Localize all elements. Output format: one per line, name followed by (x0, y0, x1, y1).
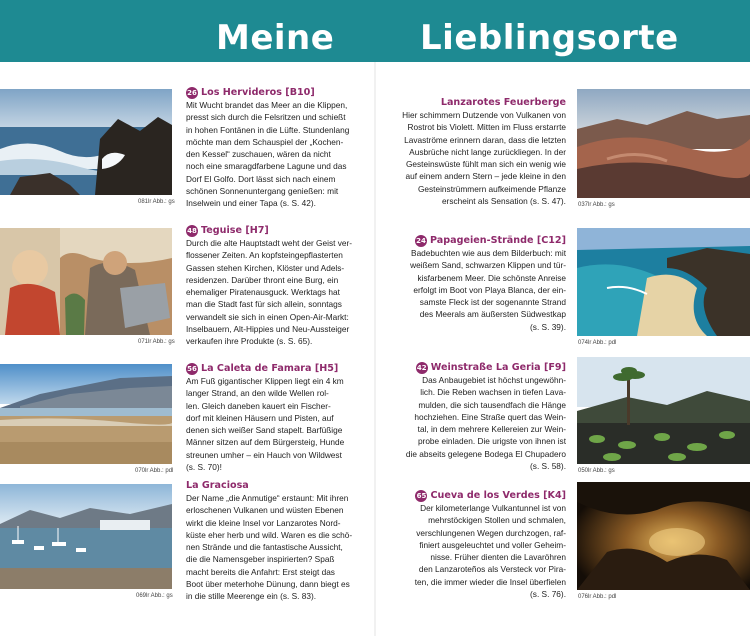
text-line: in hohen Fontänen in die Lüfte. Stundenlang (186, 124, 350, 135)
entry-text (186, 99, 354, 210)
text-line: langer Strand, an den wilde Wellen rol- (186, 388, 329, 399)
map-number-badge: 65 (416, 492, 427, 500)
text-line: Inselwein und einer Tapa (s. S. 42). (186, 198, 316, 209)
text-line: verwandelt sie sich in einen Open-Air-Markt: (186, 311, 349, 322)
entry-text (398, 109, 566, 207)
text-line: (s. S. 58). (530, 461, 566, 472)
map-number-badge: 48 (187, 227, 197, 235)
text-line: verkaufen ihre Produkte (s. S. 65). (186, 336, 313, 347)
text-line: Lavaströme erinnern daran, dass die letzten (404, 134, 566, 145)
photo-credit: 070lr Abb.: pdl (135, 468, 174, 474)
photo-teguise (0, 228, 172, 335)
text-line: Männer sitzen auf dem Bürgersteig, Hunde (186, 437, 345, 448)
text-line: (s. S. 39). (530, 321, 566, 332)
text-line: tal, in dem mehrere Kellereien zur Wein- (417, 424, 566, 435)
text-line: Hier schimmern Dutzende von Vulkanen von (402, 110, 566, 120)
text-line: noch eine smaragdfarbene Lagune und das (186, 161, 347, 172)
entry-text (186, 375, 354, 473)
map-number-badge: 24 (416, 237, 426, 245)
entry-text (186, 237, 354, 348)
photo-credit: 071lr Abb.: gs (138, 339, 175, 345)
entry-title: Cueva de los Verdes [K4] (430, 490, 566, 501)
entry-los-hervideros (186, 87, 354, 210)
photo-credit: 050lr Abb.: gs (578, 468, 615, 474)
text-line: Durch die alte Hauptstadt weht der Geist ver- (186, 238, 353, 248)
entry-heading (398, 97, 566, 109)
page-gutter (374, 62, 376, 636)
entry-la-graciosa (186, 480, 354, 603)
photo-credit: 037lr Abb.: gs (578, 202, 615, 208)
entry-title: Lanzarotes Feuerberge (440, 97, 566, 108)
text-line: den Kessel“ zuschauen, wären da nicht (186, 149, 331, 160)
text-line: probe einladen. Die urigste von ihnen ist (417, 436, 566, 447)
entry-heading (186, 480, 354, 492)
text-line: (s. S. 76). (530, 589, 566, 600)
photo-la-caleta-de-famara (0, 364, 172, 464)
header-title-word-1: Meine (216, 18, 335, 58)
entry-title: La Caleta de Famara [H5] (201, 363, 339, 374)
photo-la-graciosa (0, 484, 172, 589)
entry-text (398, 374, 566, 472)
entry-heading (186, 225, 354, 237)
text-line: weißem Sand, schwarzen Klippen und tür- (410, 260, 566, 271)
entry-weinstrasse-la-geria (398, 362, 566, 472)
text-line: Rostrot bis Violett. Mitten im Fluss erstarrte (407, 122, 566, 133)
text-line: Am Fuß gigantischer Klippen liegt ein 4 km (186, 376, 344, 386)
text-line: küste eher herb und wild. Waren es die schö- (186, 529, 353, 540)
text-line: schönen Sonnenuntergang genießen: mit (186, 186, 339, 197)
text-line: hochziehen. Eine Straße quert das Wein- (414, 411, 566, 422)
entry-text (186, 492, 354, 603)
text-line: Gesteinswüste fühlt man sich ein wenig wie (405, 159, 566, 170)
text-line: Gassen stehen Kirchen, Klöster und Adels- (186, 262, 345, 273)
entry-heading (186, 87, 354, 99)
text-line: finiert ausgeleuchtet und voller Geheim- (419, 539, 566, 550)
text-line: Boot über meterhohe Dünung, dann biegt es (186, 579, 350, 590)
text-line: lich. Die Reben wachsen in tiefen Lava- (420, 387, 566, 398)
entry-papageien-straende (398, 235, 566, 333)
entry-title: La Graciosa (186, 480, 249, 491)
entry-heading (398, 490, 566, 502)
text-line: flossener Zeiten. An kopfsteingepflasterten (186, 250, 343, 261)
text-line: ehemaliger Piratenausguck. Werktags hat (186, 287, 340, 298)
photo-credit: 076lr Abb.: pdl (578, 594, 617, 600)
map-number-badge: 56 (187, 365, 197, 373)
text-line: mehrstöckigen Stollen und schmalen, (428, 515, 566, 526)
entry-la-caleta-de-famara (186, 363, 354, 473)
photo-lanzarotes-feuerberge (577, 89, 750, 198)
text-line: presst sich durch die Felsritzen und schießt (186, 112, 346, 123)
text-line: denen sich weißer Sand stapelt. Barfüßige (186, 425, 343, 436)
entry-teguise (186, 225, 354, 348)
photo-credit: 069lr Abb.: gs (136, 593, 173, 599)
text-line: Badebuchten wie aus dem Bilderbuch: mit (411, 248, 566, 258)
photo-papageien-straende (577, 228, 750, 336)
text-line: verschlungenen Wegen durchzogen, raf- (416, 527, 566, 538)
entry-heading (398, 362, 566, 374)
text-line: die abseits gelegene Bodega El Chupadero (405, 448, 566, 459)
text-line: len. Gleich daneben kauert ein Fischer- (186, 400, 331, 411)
text-line: Gesteinstrümmern aufkeimende Pflanze (417, 183, 566, 194)
photo-credit: 074lr Abb.: pdl (578, 340, 617, 346)
entry-text (398, 502, 566, 600)
entry-text (398, 247, 566, 333)
text-line: macht bereits die Anfahrt: Erst steigt das (186, 566, 335, 577)
text-line: nisse. Früher dienten die Lavaröhren (430, 552, 566, 563)
text-line: streunen umher – ein Hauch von Wildwest (186, 449, 342, 460)
text-line: dorf mit kleinen Häusern und Pisten, auf (186, 412, 334, 423)
photo-credit: 081lr Abb.: gs (138, 199, 175, 205)
entry-title: Teguise [H7] (201, 225, 269, 236)
text-line: auf einem andern Stern – jede kleine in den (405, 171, 566, 182)
text-line: die die Namensgeber inspirierten? Spaß (186, 554, 335, 565)
entry-cueva-de-los-verdes (398, 490, 566, 600)
text-line: Mit Wucht brandet das Meer an die Klippen, (186, 100, 348, 110)
text-line: man die Stadt fast für sich allein, sonntags (186, 299, 342, 310)
text-line: (s. S. 70)! (186, 462, 222, 473)
text-line: in die stille Meerenge ein (s. S. 83). (186, 591, 317, 602)
text-line: Das Anbaugebiet ist höchst ungewöhn- (422, 375, 566, 385)
text-line: Der Name „die Anmutige“ erstaunt: Mit ihren (186, 493, 349, 503)
text-line: erscheint als Sensation (s. S. 47). (441, 196, 566, 207)
photo-weinstrasse-la-geria (577, 357, 750, 464)
text-line: des Meerals am äußersten Südwestkap (419, 309, 566, 320)
text-line: ten, die immer wieder die Insel überfielen (414, 576, 566, 587)
text-line: Inselbauern, Alt-Hippies und Neu-Aussteiger (186, 324, 350, 335)
text-line: Ausbrüche nicht lange zurückliegen. In der (409, 146, 566, 157)
text-line: mulden, die sich tausendfach die Hänge (418, 399, 566, 410)
text-line: erloschenen Vulkanen und wüsten Ebenen (186, 505, 344, 516)
map-number-badge: 42 (416, 364, 427, 372)
text-line: wirkt die kleine Insel vor Lanzarotes Nord- (186, 517, 341, 528)
entry-heading (186, 363, 354, 375)
entry-lanzarotes-feuerberge (398, 97, 566, 207)
text-line: den Lanzaroteños als Versteck vor Pira- (418, 564, 566, 575)
text-line: nen Strände und die fantastische Aussicht, (186, 542, 343, 553)
text-line: kisfarbenem Meer. Die schönste Anreise (417, 272, 566, 283)
header-banner (0, 0, 750, 62)
text-line: Der kilometerlange Vulkantunnel ist von (420, 503, 566, 513)
entry-title: Los Hervideros [B10] (201, 87, 315, 98)
header-title-word-2: Lieblingsorte (420, 18, 679, 58)
text-line: samste Fleck ist der sogenannte Strand (419, 297, 566, 308)
text-line: residenzen. Darüber thront eine Burg, ein (186, 274, 339, 285)
photo-los-hervideros (0, 89, 172, 195)
entry-title: Papageien-Strände [C12] (430, 235, 566, 246)
map-number-badge: 26 (187, 89, 197, 97)
entry-heading (398, 235, 566, 247)
text-line: erfolgt im Boot von Playa Blanca, der ein- (413, 284, 566, 295)
text-line: möchte man dem Schauspiel der „Kochen- (186, 136, 344, 147)
text-line: Dorf El Golfo. Dort lässt sich nach einem (186, 173, 336, 184)
photo-cueva-de-los-verdes (577, 482, 750, 590)
entry-title: Weinstraße La Geria [F9] (430, 362, 566, 373)
